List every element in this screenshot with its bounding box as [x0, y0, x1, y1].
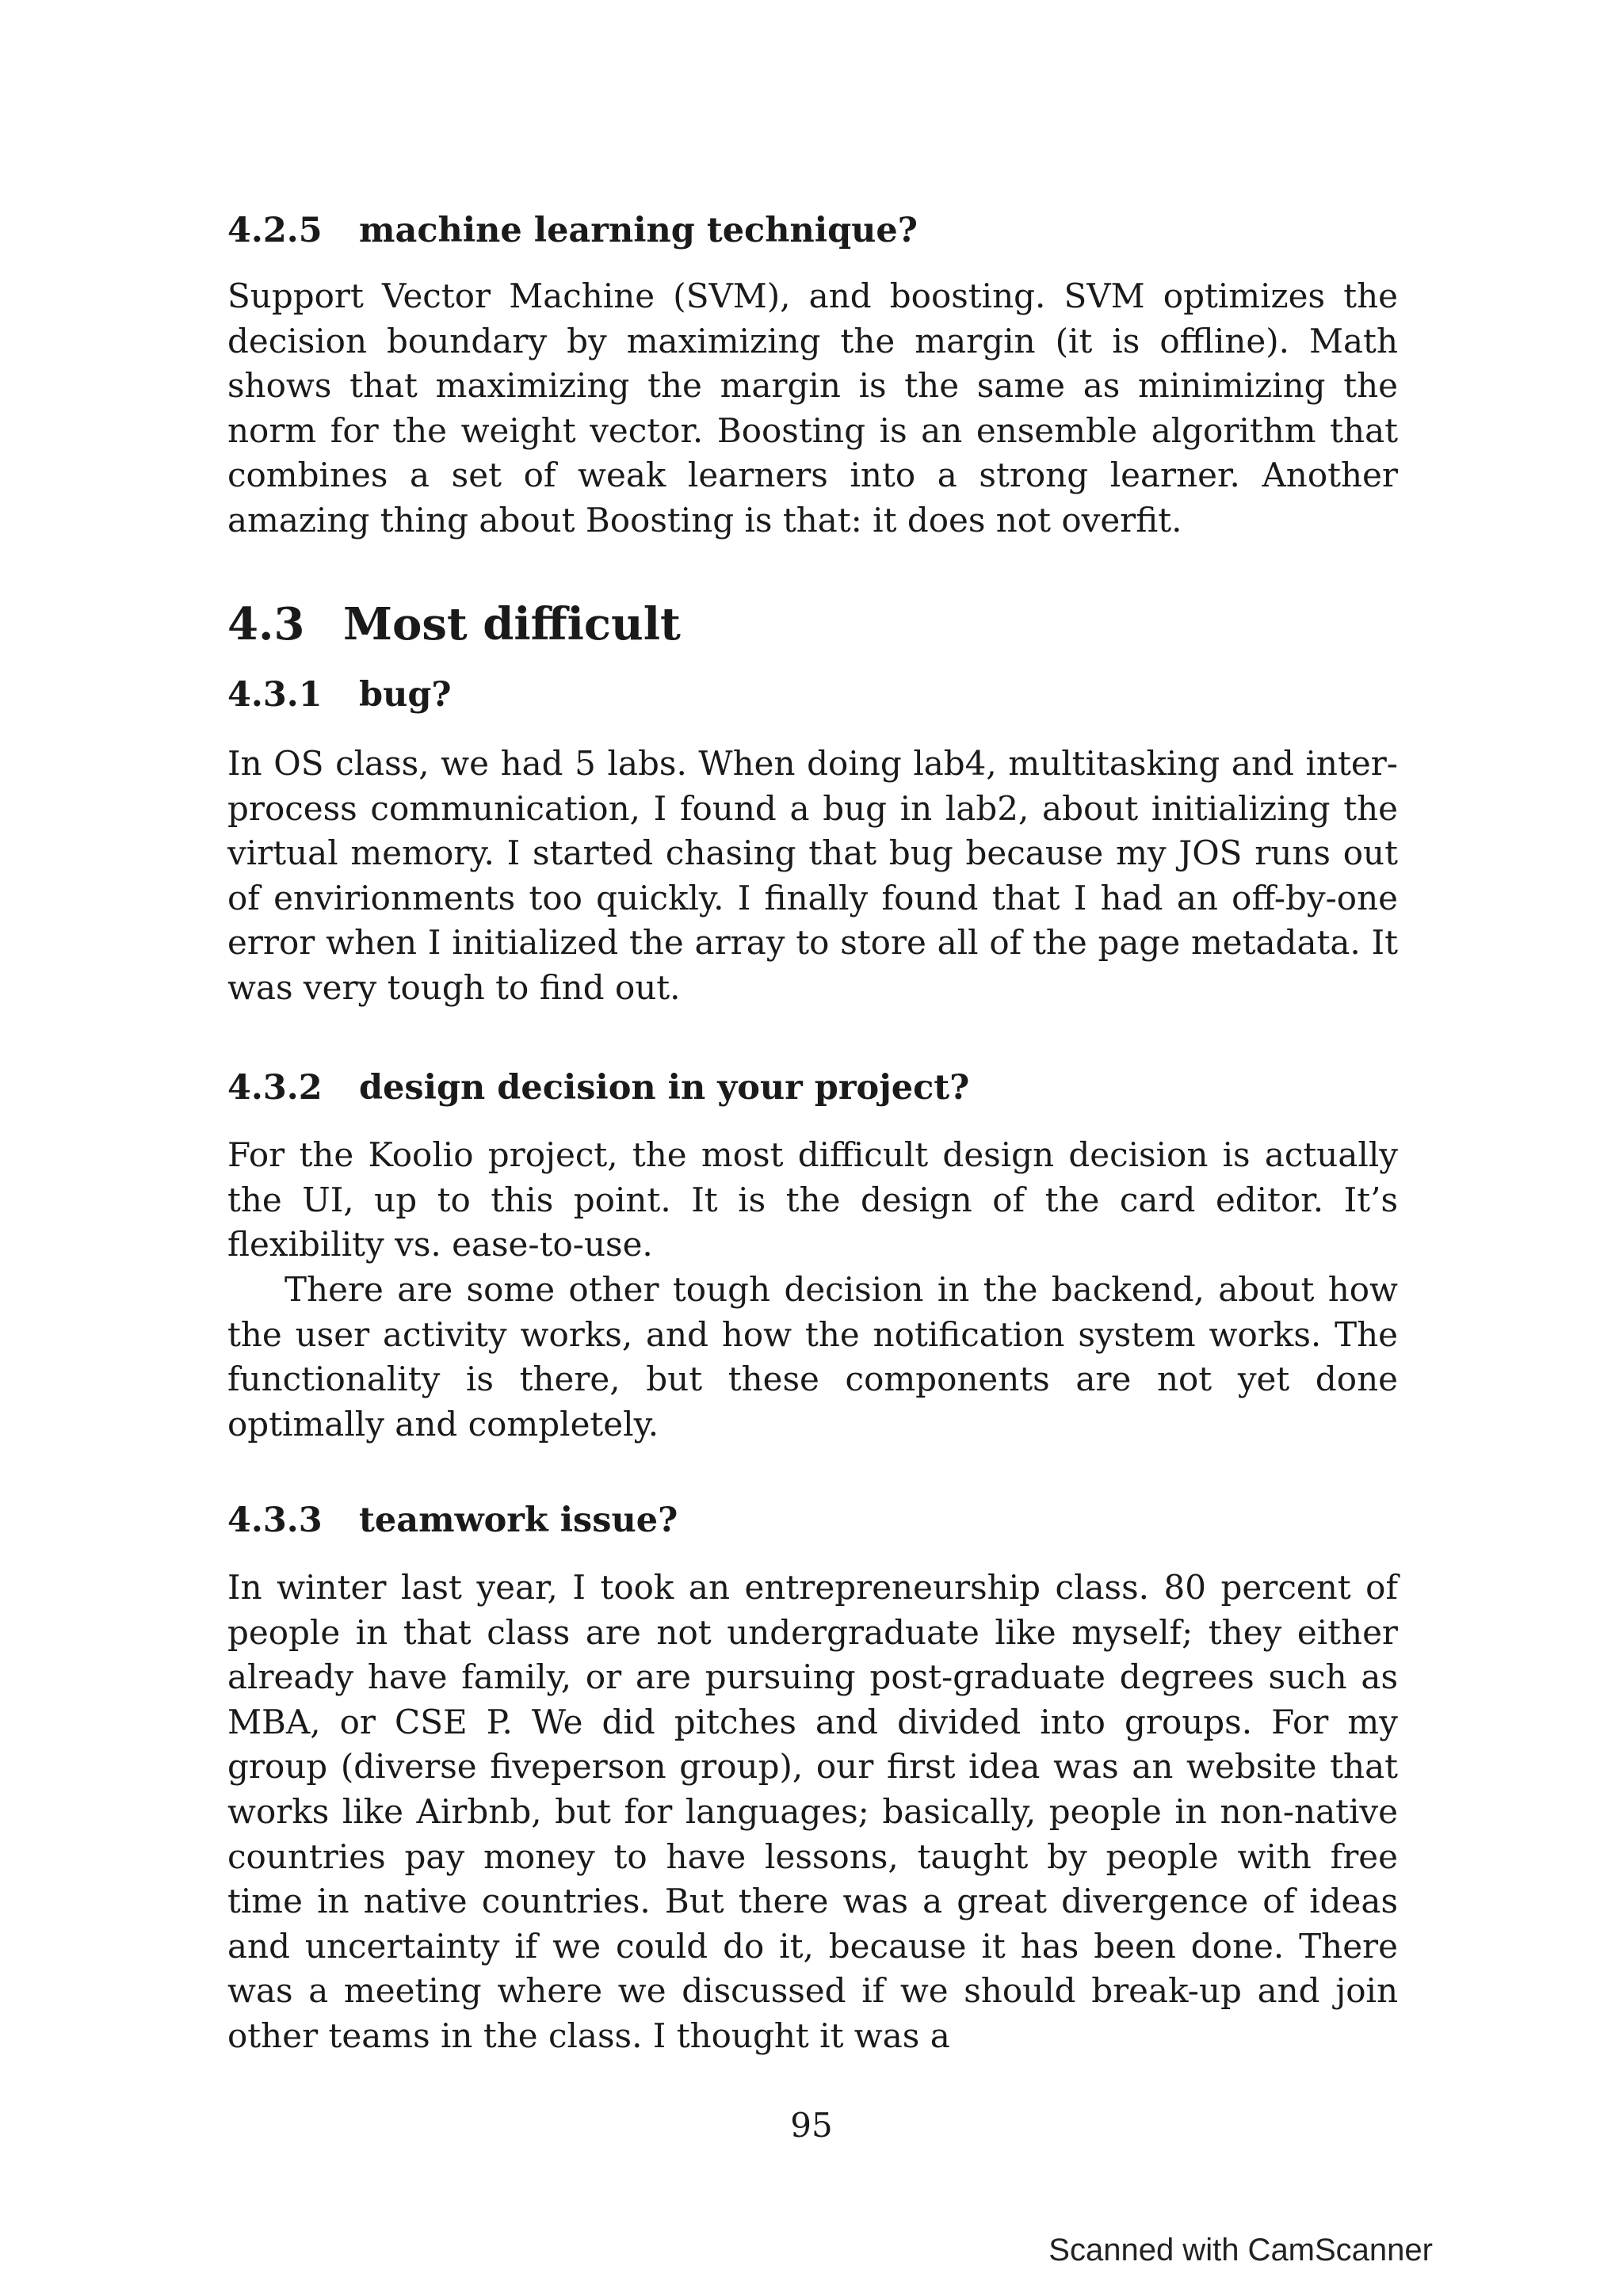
subsection-number: 4.3.3	[227, 1501, 323, 1540]
subsection-number: 4.3.2	[227, 1068, 323, 1108]
paragraph-machine-learning: Support Vector Machine (SVM), and boosting. SVM optimizes the decision boundary by maximizing the margin (it is offline). Math shows that maximizing the margin is the same as minimizing the norm for the weight vector. Boosting is an ensemble algorithm that combines a set of weak learners into a strong learner. Another amazing thing about Boosting is that: it does not overfit.	[227, 277, 1398, 540]
section-title: Most difficult	[343, 598, 681, 650]
subsection-heading-4-3-1	[227, 675, 452, 715]
paragraph-teamwork: In winter last year, I took an entrepreneurship class. 80 percent of people in that class are not undergraduate like myself; they either already have family, or are pursuing post-graduate degrees such as MBA, or CSE P. We did pitches and divided into groups. For my group (diverse fiveperson group), our first idea was an website that works like Airbnb, but for languages; basically, people in non-native countries pay money to have lessons, taught by people with free time in native countries. But there was a great divergence of ideas and uncertainty if we could do it, because it has been done. There was a meeting where we discussed if we should break-up and join other teams in the class. I thought it was a	[227, 1568, 1398, 2055]
subsection-number: 4.3.1	[227, 675, 323, 715]
section-number: 4.3	[227, 598, 305, 650]
paragraph-bug: In OS class, we had 5 labs. When doing lab4, multitasking and inter-process communication, I found a bug in lab2, about initializing the virtual memory. I started chasing that bug because my JOS runs out of envirionments too quickly. I finally found that I had an off-by-one error when I initialized the array to store all of the page metadata. It was very tough to find out.	[227, 744, 1398, 1007]
section-heading-4-3	[227, 598, 681, 650]
paragraph-design-decision: For the Koolio project, the most difficult design decision is actually the UI, up to this point. It is the design of the card editor. It’s flexibility vs. ease-to-use.	[227, 1135, 1398, 1264]
subsection-heading-4-3-3	[227, 1501, 678, 1540]
subsection-title: bug?	[359, 675, 452, 715]
subsection-number: 4.2.5	[227, 211, 323, 250]
paragraph-design-decision-continued: There are some other tough decision in the backend, about how the user activity works, and how the notification system works. The functionality is there, but these components are not yet done optimally and completely.	[227, 1270, 1398, 1444]
subsection-heading-4-2-5	[227, 211, 918, 250]
scanner-watermark: Scanned with CamScanner	[1048, 2233, 1433, 2267]
subsection-heading-4-3-2	[227, 1068, 970, 1108]
subsection-title: machine learning technique?	[359, 211, 918, 250]
subsection-title: design decision in your project?	[359, 1068, 970, 1108]
subsection-title: teamwork issue?	[359, 1501, 678, 1540]
page-number: 95	[790, 2106, 833, 2145]
